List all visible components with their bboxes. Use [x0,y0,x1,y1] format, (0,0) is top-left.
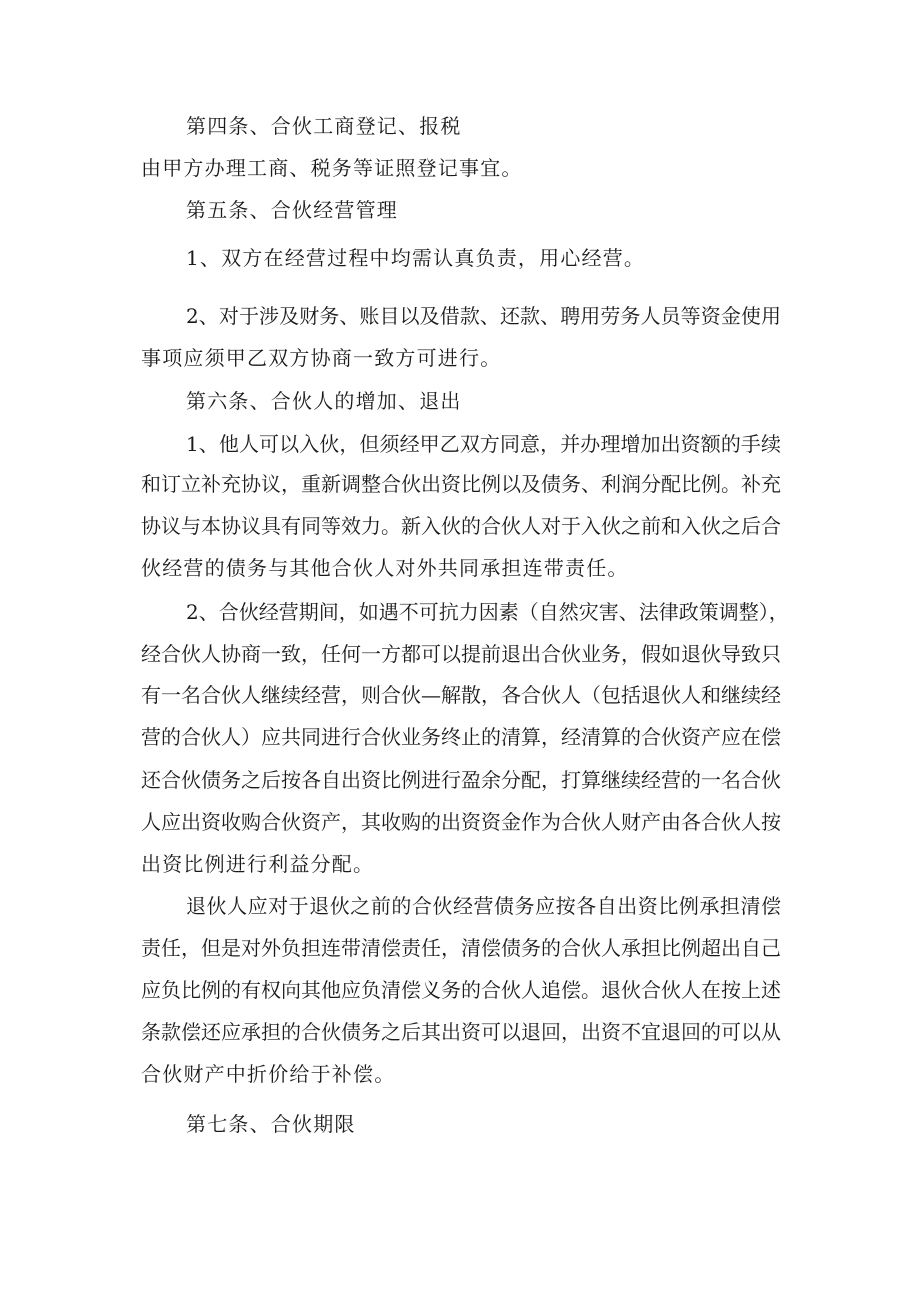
article-5-heading: 第五条、合伙经营管理 [186,198,398,222]
paragraph-line: 和订立补充协议，重新调整合伙出资比例以及债务、利润分配比例。补充 [141,472,781,496]
paragraph-line: 责任，但是对外负担连带清偿责任，清偿债务的合伙人承担比例超出自己 [141,936,781,960]
paragraph-line: 应负比例的有权向其他应负清偿义务的合伙人追偿。退伙合伙人在按上述 [141,978,781,1002]
paragraph-line: 条款偿还应承担的合伙债务之后其出资可以退回，出资不宜退回的可以从 [141,1020,781,1044]
paragraph-line: 退伙人应对于退伙之前的合伙经营债务应按各自出资比例承担清偿 [186,894,781,918]
paragraph-line: 协议与本协议具有同等效力。新入伙的合伙人对于入伙之前和入伙之后合 [141,514,781,538]
paragraph-line: 人应出资收购合伙资产，其收购的出资资金作为合伙人财产由各合伙人按 [141,810,781,834]
paragraph-line: 出资比例进行利益分配。 [141,852,375,876]
paragraph-line: 经合伙人协商一致，任何一方都可以提前退出合伙业务，假如退伙导致只 [141,642,781,666]
article-6-heading: 第六条、合伙人的增加、退出 [186,389,462,413]
paragraph-line: 1、他人可以入伙，但须经甲乙双方同意，并办理增加出资额的手续 [186,432,781,456]
article-4-heading: 第四条、合伙工商登记、报税 [186,114,462,138]
paragraph-line: 2、对于涉及财务、账目以及借款、还款、聘用劳务人员等资金使用 [186,304,781,328]
paragraph-line: 伙经营的债务与其他合伙人对外共同承担连带责任。 [141,556,629,580]
paragraph-line: 合伙财产中折价给于补偿。 [141,1062,396,1086]
paragraph-line: 还合伙债务之后按各自出资比例进行盈余分配，打算继续经营的一名合伙 [141,768,781,792]
paragraph-line: 事项应须甲乙双方协商一致方可进行。 [141,346,502,370]
paragraph-line: 营的合伙人）应共同进行合伙业务终止的清算，经清算的合伙资产应在偿 [141,725,781,749]
paragraph-line: 1、双方在经营过程中均需认真负责，用心经营。 [186,246,646,270]
paragraph-line: 2、合伙经营期间，如遇不可抗力因素（自然灾害、法律政策调整）， [186,600,789,624]
paragraph-line: 有一名合伙人继续经营，则合伙—解散，各合伙人（包括退伙人和继续经 [141,683,781,707]
article-7-heading: 第七条、合伙期限 [186,1112,356,1136]
paragraph-line: 由甲方办理工商、税务等证照登记事宜。 [141,156,523,180]
